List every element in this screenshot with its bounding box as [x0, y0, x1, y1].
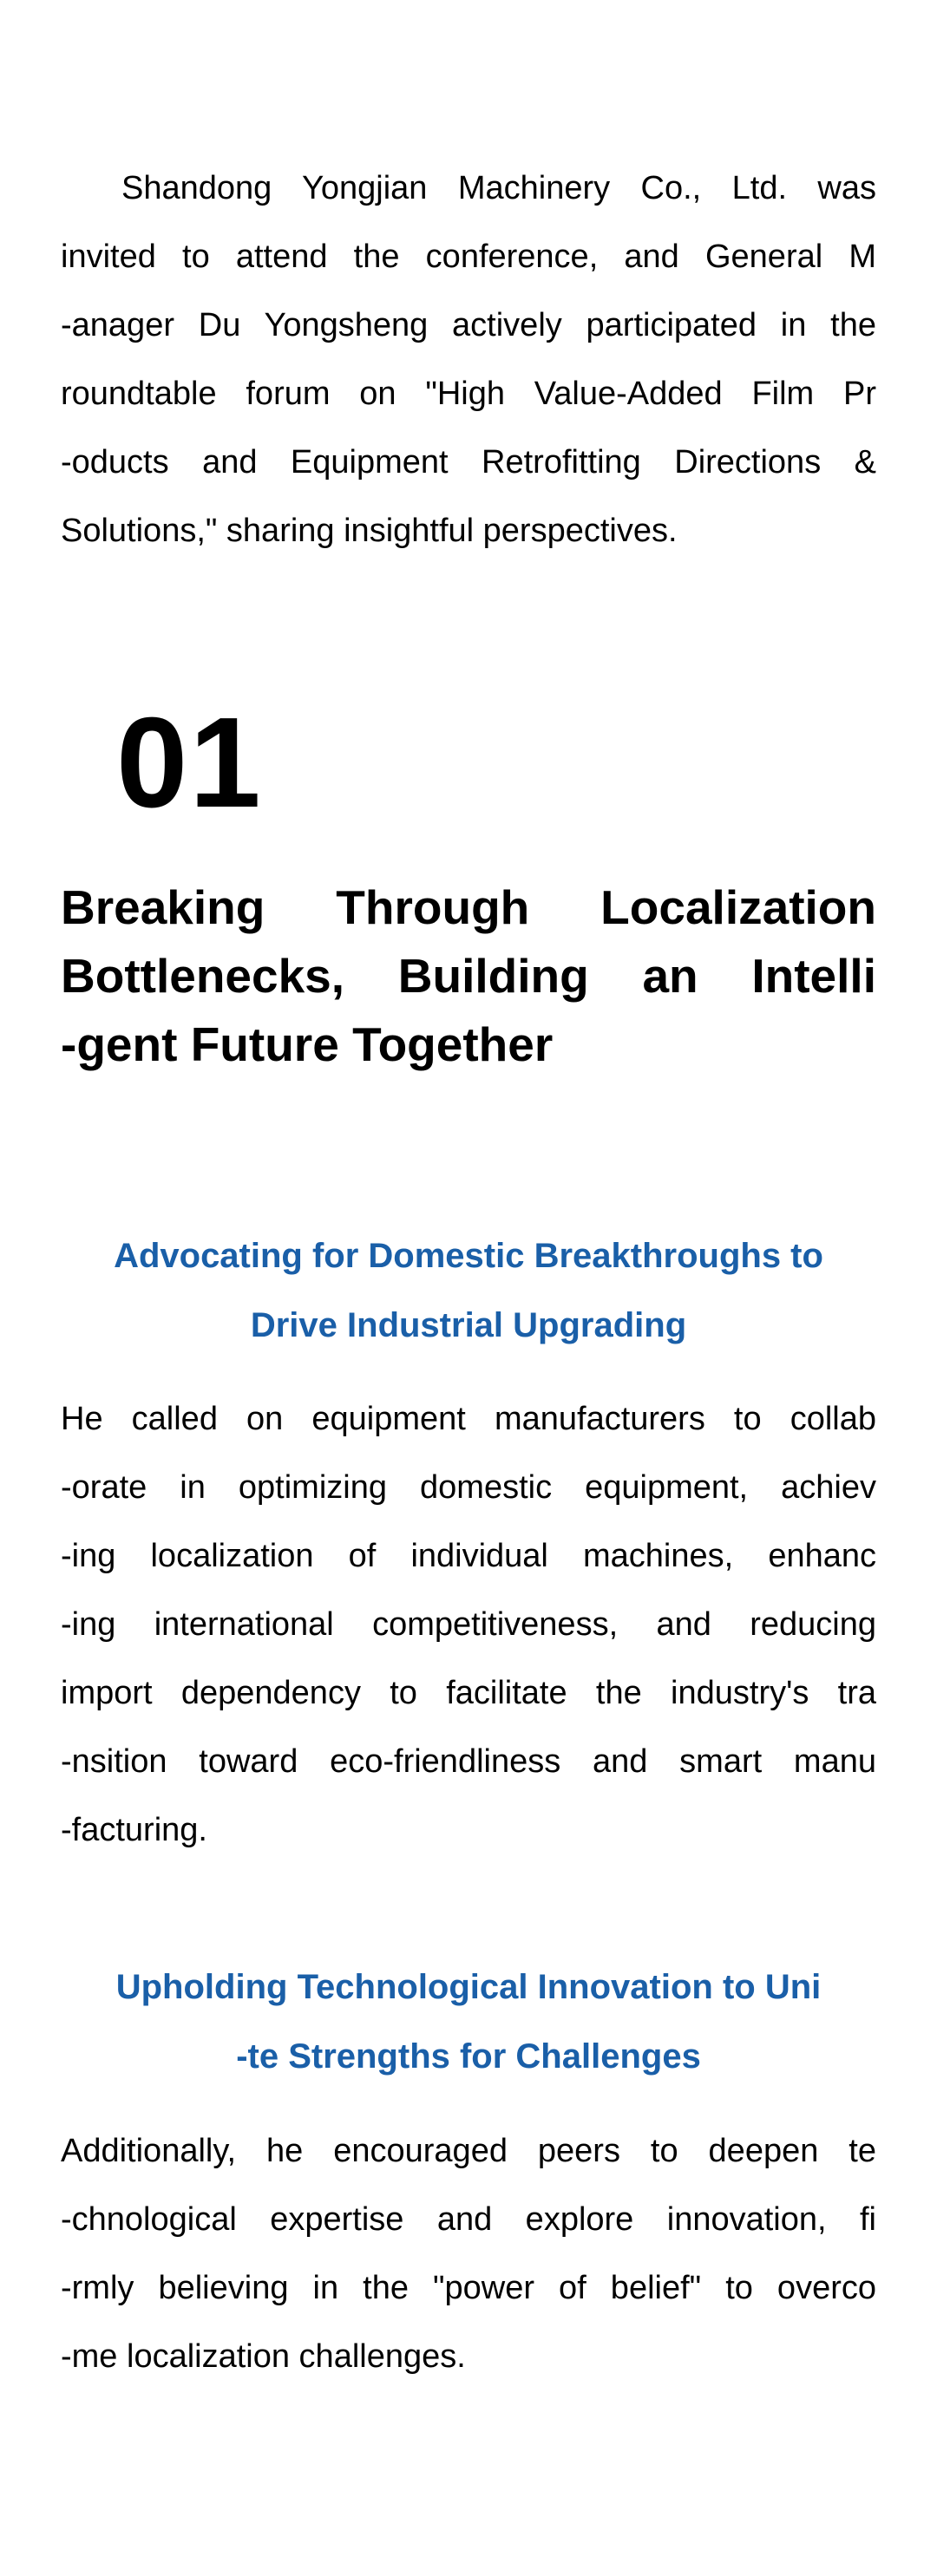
intro-line: -anager Du Yongsheng actively participated in the — [61, 307, 876, 343]
body-line: -chnological expertise and explore innovation, fi — [61, 2201, 876, 2238]
subsection-body — [61, 1385, 876, 1865]
body-line: Additionally, he encouraged peers to deepen te — [61, 2133, 876, 2169]
body-line: -facturing. — [61, 1812, 207, 1848]
section-title — [61, 873, 876, 1079]
body-line: -ing localization of individual machines, enhanc — [61, 1538, 876, 1574]
subsection-heading-line: Upholding Technological Innovation to Uni — [115, 1968, 822, 2006]
intro-line: -oducts and Equipment Retrofitting Directions & — [61, 444, 876, 481]
intro-line: invited to attend the conference, and General M — [61, 239, 876, 275]
subsection-heading-line: Advocating for Domestic Breakthroughs to — [114, 1237, 823, 1275]
body-line: import dependency to facilitate the industry's tra — [61, 1675, 876, 1711]
intro-line: roundtable forum on "High Value-Added Film Pr — [61, 376, 876, 412]
subsection-heading — [61, 1952, 876, 2091]
subsection-body — [61, 2117, 876, 2391]
section-title-line: Breaking Through Localization — [61, 880, 876, 934]
section-number: 01 — [116, 691, 263, 834]
body-line: -me localization challenges. — [61, 2338, 466, 2375]
intro-line: Shandong Yongjian Machinery Co., Ltd. was — [121, 170, 876, 206]
intro-paragraph — [61, 154, 876, 566]
section-title-line: Bottlenecks, Building an Intelli — [61, 949, 876, 1003]
intro-line: Solutions," sharing insightful perspectives. — [61, 513, 678, 549]
subsection-heading — [61, 1221, 876, 1360]
body-line: -ing international competitiveness, and reducing — [61, 1606, 876, 1643]
subsection-heading-line: -te Strengths for Challenges — [236, 2037, 701, 2076]
body-line: He called on equipment manufacturers to collab — [61, 1401, 876, 1437]
body-line: -orate in optimizing domestic equipment, achiev — [61, 1469, 876, 1506]
body-line: -nsition toward eco-friendliness and smart manu — [61, 1743, 876, 1780]
section-title-line: -gent Future Together — [61, 1017, 554, 1071]
subsection-heading-line: Drive Industrial Upgrading — [250, 1306, 687, 1344]
body-line: -rmly believing in the "power of belief" to overco — [61, 2270, 876, 2306]
